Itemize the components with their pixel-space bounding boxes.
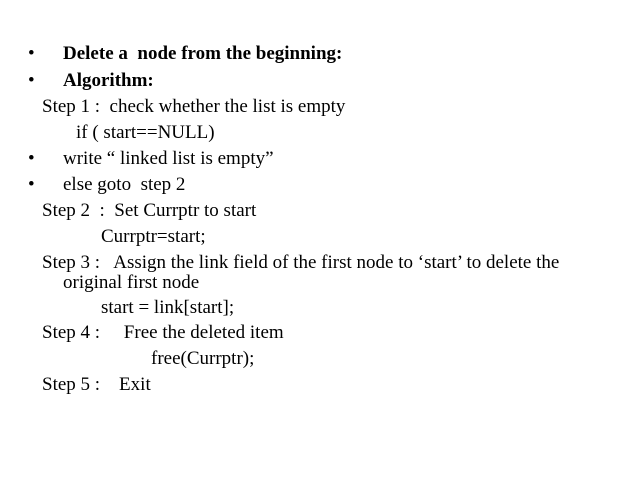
code-if-start-null: if ( start==NULL)	[76, 122, 215, 143]
step-1-text: Step 1 : check whether the list is empty	[42, 96, 346, 117]
step-3-text: Step 3 : Assign the link field of the first node to ‘start’ to delete the	[42, 252, 560, 273]
bullet-marker: •	[28, 43, 35, 64]
bullet-marker: •	[28, 148, 35, 169]
step-4-text: Step 4 : Free the deleted item	[42, 322, 284, 343]
bullet-marker: •	[28, 174, 35, 195]
heading-algorithm: Algorithm:	[63, 70, 154, 91]
step-3-continuation: original first node	[63, 272, 200, 293]
bullet-marker: •	[28, 70, 35, 91]
step-2-text: Step 2 : Set Currptr to start	[42, 200, 257, 221]
code-currptr-assign: Currptr=start;	[101, 226, 206, 247]
code-start-link: start = link[start];	[101, 297, 235, 318]
heading-delete-node: Delete a node from the beginning:	[63, 43, 343, 64]
write-list-empty: write “ linked list is empty”	[63, 148, 274, 169]
code-free-currptr: free(Currptr);	[151, 348, 255, 369]
step-5-text: Step 5 : Exit	[42, 374, 151, 395]
else-goto-step-2: else goto step 2	[63, 174, 186, 195]
